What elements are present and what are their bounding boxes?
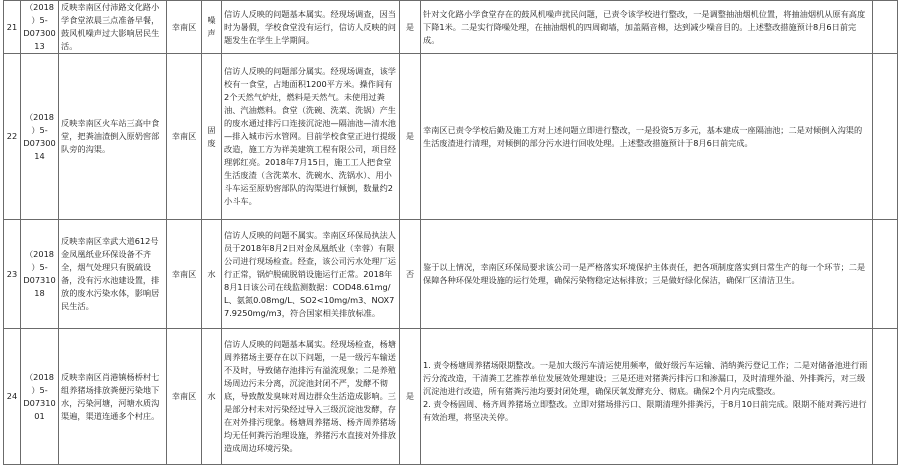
complaint-content: 反映幸南区幸武大道612号金凤凰纸业环保设备不齐全，烟气处理只有脱硫设备，没有污水池建设置，排放的废水污染水体，影响居民生活。 — [59, 220, 167, 329]
pollution-type: 噪声 — [202, 1, 222, 54]
rectification-measures: 针对文化路小学食堂存在的鼓风机噪声扰民问题，已责令该学校进行整改，一是调整抽油烟机位置，将抽油烟机从原有高度下降1米。二是实行降噪处理，在抽油烟机的四周砌墙，加盖隔音棉，达到减少噪音目的。上述整改措施预计8月6日前完成。 — [421, 1, 873, 54]
complaint-content: 反映幸南区火车站三高中食堂，把粪油渣倒入原奶窖部队旁的沟渠。 — [59, 54, 167, 220]
case-id: （2018 ）5- D07300 13 — [21, 1, 59, 54]
row-number: 22 — [4, 54, 21, 220]
row-number: 21 — [4, 1, 21, 54]
district: 幸南区 — [167, 54, 202, 220]
rectification-measures: 1. 责令杨塘周养猪场限期整改。一是加大级污车清运使用频率，做好级污车运输、消纳粪污登记工作；二是对储备池进行雨污分流改造，干清粪工艺推荐单位发展效处理建设；三是还进对猪粪污排污口和渗漏口，及时清理外溢、外排粪污，对三级沉淀池进行改造，所有猪粪污池均要封闭处理，确保厌氧发酵充分、彻底。确保2个月内完成整改。 2. 责令杨固周、杨齐周养猪场立即整改。立即对猪场排污口、限期清理外排粪污，于8月10日前完成。限期不能对粪污进行有效治理，将坚决关停。 — [421, 329, 873, 465]
note-cell — [873, 54, 898, 220]
pollution-type: 固废 — [202, 54, 222, 220]
row-number: 23 — [4, 220, 21, 329]
rectification-measures: 鉴于以上情况，幸南区环保局要求该公司一是严格落实环境保护主体责任，把各项制度落实到日常生产的每一个环节；二是保障各种环保处理设施的运行处理，确保污染物稳定达标排放；三是做好绿化保洁，确保厂区清洁卫生。 — [421, 220, 873, 329]
rectification-measures: 幸南区已责令学校后勤及施工方对上述问题立即进行整改，一是投资5万多元，基本建成一座隔油池；二是对倾倒入沟渠的生活废渣进行清理，对倾倒的部分污水进行回收处理。上述整改措施预计于8月6日前完成。 — [421, 54, 873, 220]
complaint-table — [3, 0, 898, 465]
district: 幸南区 — [167, 220, 202, 329]
case-id: （2018 ）5- D07310 18 — [21, 220, 59, 329]
verified-flag: 是 — [400, 54, 421, 220]
investigation-finding: 信访人反映的问题基本属实。经现场检查，杨塘周养猪场主要存在以下问题，一是一级污车输送不及时，导致储存池排污有溢流现象；二是养殖场周边污未分离，沉淀池封闭不严，发酵不彻底，导致散发臭味对周边群众生活造成影响。三是部分村未对污染经过导入三级沉淀池发酵，存在对外排污现象。杨塘周养猪场、杨齐周养猪场均无任何粪污治理设施，养猪污水直接对外排放造成周边环境污染。 — [222, 329, 400, 465]
row-number: 24 — [4, 329, 21, 465]
note-cell — [873, 220, 898, 329]
district: 幸南区 — [167, 1, 202, 54]
district: 幸南区 — [167, 329, 202, 465]
complaint-content: 反映幸南区付沛路文化路小学食堂浓晨三点准备早餐，鼓风机噪声过大影响居民生活。 — [59, 1, 167, 54]
table-row — [4, 220, 898, 329]
table-row — [4, 1, 898, 54]
verified-flag: 是 — [400, 329, 421, 465]
table-row — [4, 54, 898, 220]
complaint-content: 反映幸南区肖港镇杨桥村七组养猪场排放粪便污染地下水，污染河塘，河塘水质沟渠遍，渠道连通多个村庄。 — [59, 329, 167, 465]
investigation-finding: 信访人反映的问题基本属实。经现场调查，因当时为暑假，学校食堂没有运行，信访人反映的问题发生在学生上学期间。 — [222, 1, 400, 54]
table-row — [4, 329, 898, 465]
pollution-type: 水 — [202, 329, 222, 465]
pollution-type: 水 — [202, 220, 222, 329]
note-cell — [873, 1, 898, 54]
verified-flag: 是 — [400, 1, 421, 54]
investigation-finding: 信访人反映的问题不属实。幸南区环保局执法人员于2018年8月2日对金凤凰纸业（幸蓉）有限公司进行现场检查。经查，该公司污水处理厂运行正常，锅炉脱硫脱销设施运行正常。2018年8月1日该公司在线监测数据：COD48.61mg/L、氨氮0.08mg/L、SO2<10mg/m3、NOX77.9250mg/m3，符合国家相关排放标准。 — [222, 220, 400, 329]
case-id: （2018 ）5- D07310 01 — [21, 329, 59, 465]
investigation-finding: 信访人反映的问题部分属实。经现场调查，该学校有一食堂，占地面积1200平方米。操作间有2个天然气炉灶，燃料是天然气。未使用过粪油、汽油燃料。食堂（洗碗、洗菜、洗锅）产生的废水通过排污口连接沉淀池—隔油池—清水池—排入城市污水管网。目前学校食堂正进行提级改造，施工方为祥美建筑工程有限公司，项目经理郭红亮。2018年7月15日，施工工人把食堂生活废渣（含洗菜水、洗碗水、洗锅水）、用小斗车运至原奶窖部队的沟渠进行倾倒，数量约2小斗车。 — [222, 54, 400, 220]
note-cell — [873, 329, 898, 465]
verified-flag: 否 — [400, 220, 421, 329]
case-id: （2018 ）5- D07300 14 — [21, 54, 59, 220]
